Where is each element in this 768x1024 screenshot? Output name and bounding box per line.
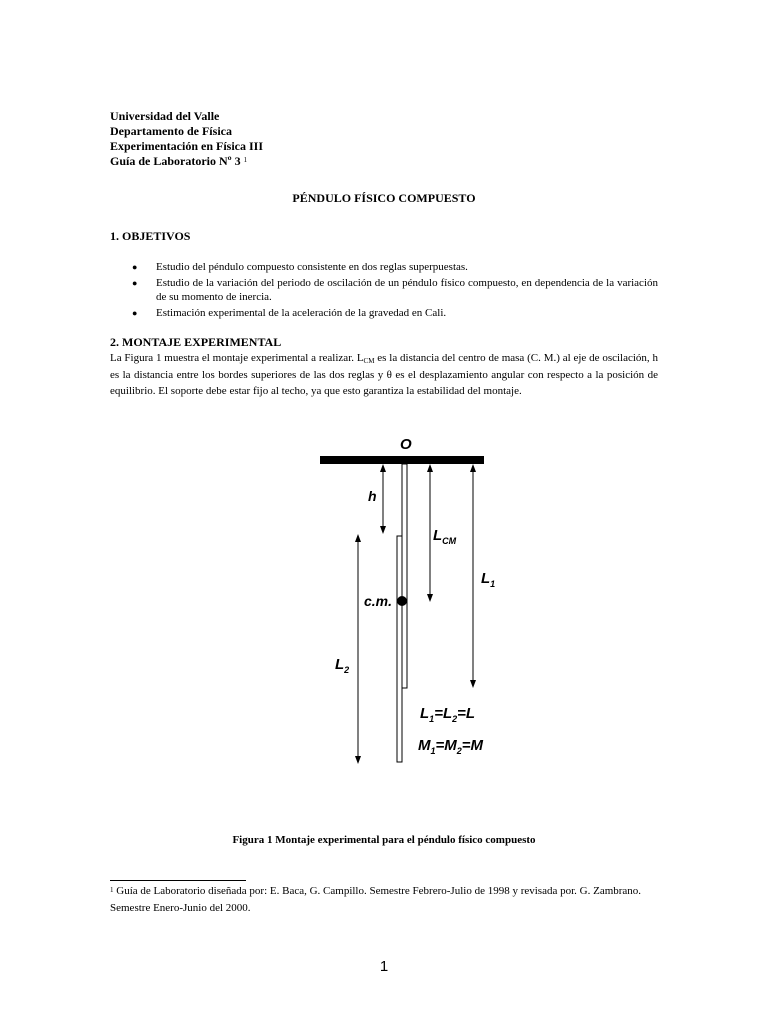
eq2-a: M — [418, 737, 431, 754]
equation-lengths — [420, 705, 475, 724]
l2-arrowhead-bottom — [355, 756, 361, 764]
department-name: Departamento de Física — [110, 124, 232, 138]
bullet-icon: ● — [132, 308, 138, 318]
setup-paragraph — [110, 350, 658, 399]
eq1-b: =L — [434, 705, 453, 722]
bullet-icon: ● — [132, 278, 138, 288]
setup-heading: 2. MONTAJE EXPERIMENTAL — [110, 335, 282, 349]
setup-text-sub: CM — [363, 357, 375, 365]
footnote-ref: 1 — [243, 156, 248, 164]
list-item — [110, 260, 658, 274]
eq2-s1: 1 — [430, 746, 436, 756]
figure-caption: Figura 1 Montaje experimental para el péndulo físico compuesto — [232, 834, 536, 846]
eq1-s1: 1 — [429, 714, 435, 724]
label-h: h — [368, 488, 377, 504]
support-bar — [320, 456, 484, 464]
label-o: O — [400, 436, 412, 453]
guide-label: Guía de Laboratorio Nº 3 — [110, 154, 241, 168]
label-l1-sub: 1 — [490, 579, 496, 589]
document-header — [110, 109, 263, 169]
center-of-mass-dot — [397, 596, 407, 606]
objective-text: Estudio de la variación del periodo de oscilación de un péndulo físico compuesto, en dependencia de la variación de su momento de inercia. — [156, 277, 658, 303]
label-cm: c.m. — [364, 593, 393, 609]
lcm-arrowhead-top — [427, 464, 433, 472]
l2-arrowhead-top — [355, 534, 361, 542]
objective-text: Estimación experimental de la aceleración de la gravedad en Cali. — [156, 307, 447, 319]
lcm-arrowhead-bottom — [427, 594, 433, 602]
eq2-b: =M — [435, 737, 457, 754]
guide-number — [110, 154, 263, 169]
l1-arrowhead-bottom — [470, 680, 476, 688]
label-l1 — [481, 570, 495, 589]
eq2-c: =M — [461, 737, 484, 754]
objective-text: Estudio del péndulo compuesto consistente en dos reglas superpuestas. — [156, 261, 468, 273]
footnote — [110, 883, 658, 917]
h-arrowhead-bottom — [380, 526, 386, 534]
eq1-a: L — [420, 705, 430, 722]
label-l1-main: L — [481, 570, 491, 587]
setup-text-a: La Figura 1 muestra el montaje experimental a realizar. L — [110, 352, 364, 364]
objectives-list — [110, 260, 658, 320]
course-name: Experimentación en Física III — [110, 139, 263, 153]
footnote-text: Guía de Laboratorio diseñada por: E. Baca, G. Campillo. Semestre Febrero-Julio de 1998 y revisada por. G. Zambrano. Semestre Enero-Junio del 2000. — [110, 885, 642, 914]
label-lcm-main: L — [433, 527, 443, 544]
label-lcm — [433, 527, 457, 546]
label-lcm-sub: CM — [442, 536, 457, 546]
bullet-icon: ● — [132, 262, 138, 272]
eq2-s2: 2 — [456, 746, 462, 756]
ruler-2 — [397, 536, 402, 762]
list-item — [110, 276, 658, 304]
setup-text-b: es la distancia del centro de masa (C. M.) al eje de oscilación, h es la distancia entre los bordes superiores de las dos reglas y θ es el desplazamiento angular con respecto a la posición de equilibrio. El soporte debe estar fijo al techo, ya que esto garantiza la estabilidad del montaje. — [110, 352, 658, 397]
footnote-divider — [110, 880, 246, 881]
eq1-s2: 2 — [452, 714, 458, 724]
footnote-mark: 1 — [110, 886, 114, 894]
ruler-1 — [402, 464, 407, 688]
list-item — [110, 306, 658, 320]
pendulum-diagram — [300, 428, 500, 778]
l1-arrowhead-top — [470, 464, 476, 472]
objectives-heading: 1. OBJETIVOS — [110, 229, 191, 243]
university-name: Universidad del Valle — [110, 109, 220, 123]
document-title: PÉNDULO FÍSICO COMPUESTO — [292, 191, 476, 205]
eq1-c: =L — [457, 705, 476, 722]
label-l2-sub: 2 — [344, 665, 350, 675]
page-number: 1 — [379, 958, 389, 975]
label-l2 — [335, 656, 349, 675]
equation-masses — [418, 737, 484, 756]
h-arrowhead-top — [380, 464, 386, 472]
label-l2-main: L — [335, 656, 345, 673]
